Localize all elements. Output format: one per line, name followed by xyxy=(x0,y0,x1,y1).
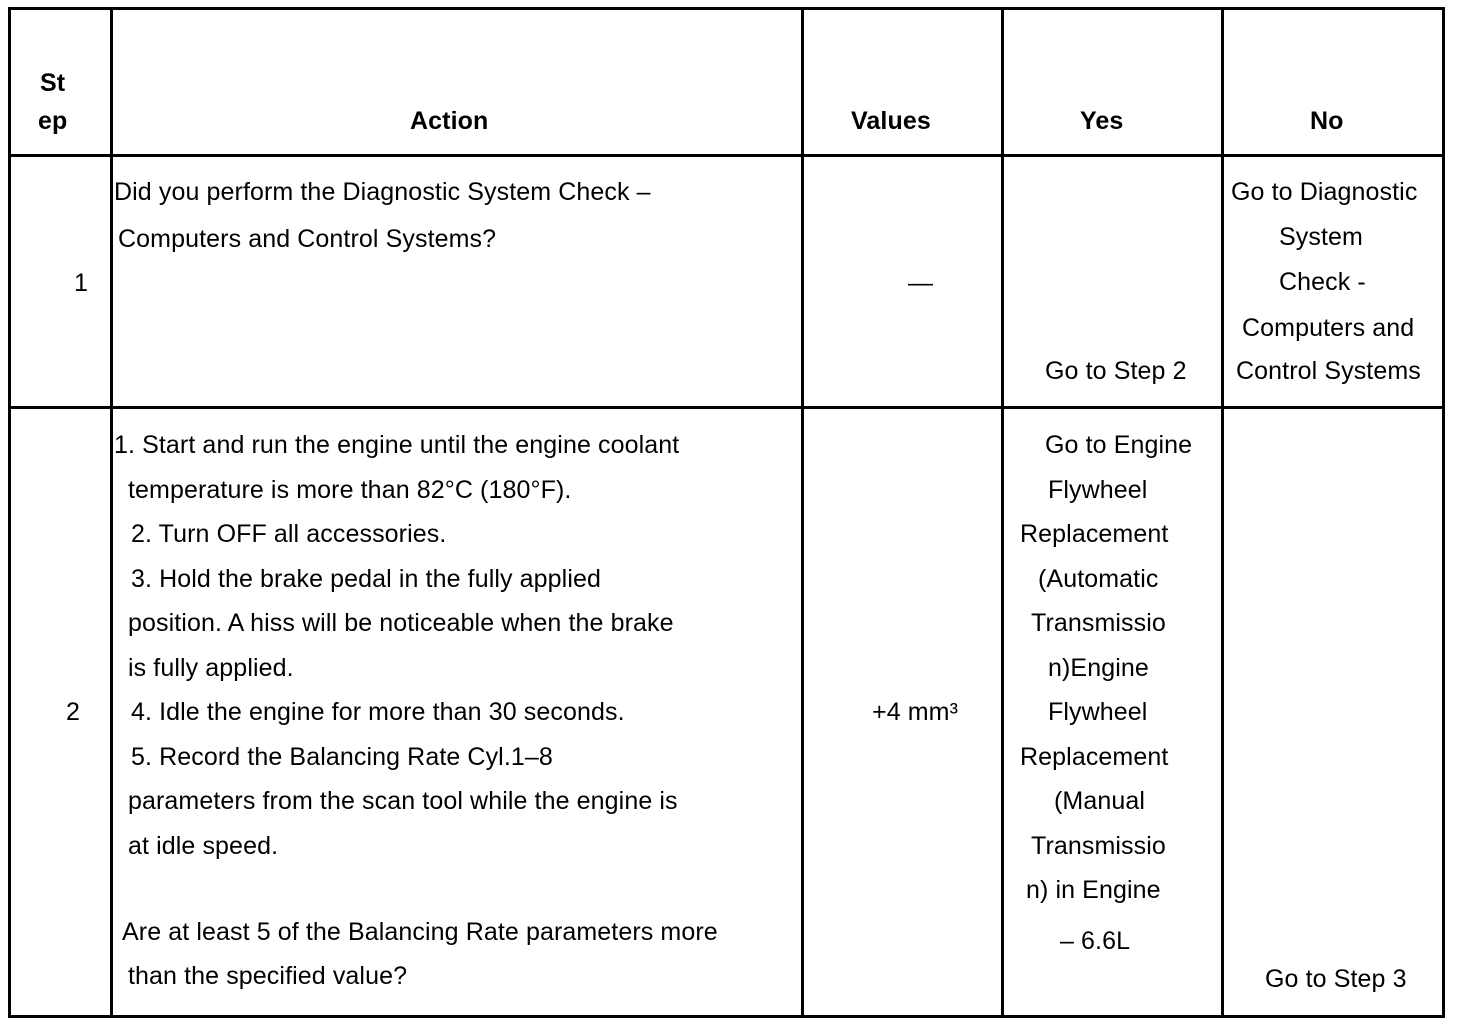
row2-yes-line: Transmissio xyxy=(1031,832,1166,860)
row2-action-line: 4. Idle the engine for more than 30 seconds. xyxy=(131,698,625,726)
row2-yes-line: Flywheel xyxy=(1048,698,1148,726)
row-divider xyxy=(8,406,1445,409)
row2-action-line: Are at least 5 of the Balancing Rate parameters more xyxy=(122,918,718,946)
row1-value: — xyxy=(908,269,934,297)
table-border-right xyxy=(1442,7,1445,1018)
header-step-line1: St xyxy=(40,69,66,97)
row2-yes-line: (Manual xyxy=(1054,787,1146,815)
row2-yes-line: Flywheel xyxy=(1048,476,1148,504)
column-divider-action-values xyxy=(801,7,804,1018)
row1-no-line: Check - xyxy=(1279,268,1366,296)
row1-no-line: Computers and xyxy=(1242,314,1415,342)
row1-no-line: Control Systems xyxy=(1236,357,1421,385)
row1-no-line: Go to Diagnostic xyxy=(1231,178,1418,206)
header-step-line2: ep xyxy=(38,107,68,135)
row2-value: +4 mm³ xyxy=(872,698,959,726)
row2-yes-line: – 6.6L xyxy=(1060,927,1131,955)
row2-no-line: Go to Step 3 xyxy=(1265,965,1407,993)
row2-yes-line: Replacement xyxy=(1020,520,1169,548)
row1-step: 1 xyxy=(74,269,89,297)
column-divider-step-action xyxy=(110,7,113,1018)
row2-step: 2 xyxy=(66,698,81,726)
row2-yes-line: Go to Engine xyxy=(1045,431,1193,459)
row2-action-line: at idle speed. xyxy=(128,832,279,860)
row2-yes-line: (Automatic xyxy=(1038,565,1159,593)
row2-action-line: 2. Turn OFF all accessories. xyxy=(131,520,447,548)
column-divider-values-yes xyxy=(1001,7,1004,1018)
row2-action-line: than the specified value? xyxy=(128,962,408,990)
row2-action-line: 1. Start and run the engine until the engine coolant xyxy=(114,431,680,459)
header-action: Action xyxy=(410,107,489,135)
row2-action-line: 5. Record the Balancing Rate Cyl.1–8 xyxy=(131,743,553,771)
row2-action-line: position. A hiss will be noticeable when the brake xyxy=(128,609,674,637)
row1-no-line: System xyxy=(1279,223,1363,251)
row2-yes-line: n)Engine xyxy=(1048,654,1149,682)
header-yes: Yes xyxy=(1080,107,1124,135)
row2-action-line: parameters from the scan tool while the engine is xyxy=(128,787,678,815)
header-no: No xyxy=(1310,107,1344,135)
row1-action-line: Did you perform the Diagnostic System Check – xyxy=(114,178,651,206)
row2-yes-line: Replacement xyxy=(1020,743,1169,771)
row1-yes-line: Go to Step 2 xyxy=(1045,357,1187,385)
row2-yes-line: n) in Engine xyxy=(1026,876,1161,904)
table-border-bottom xyxy=(8,1015,1445,1018)
header-values: Values xyxy=(851,107,931,135)
column-divider-yes-no xyxy=(1221,7,1224,1018)
row2-yes-line: Transmissio xyxy=(1031,609,1166,637)
header-divider xyxy=(8,154,1445,157)
table-border-left xyxy=(8,7,11,1018)
row1-action-line: Computers and Control Systems? xyxy=(118,225,497,253)
row2-action-line: 3. Hold the brake pedal in the fully applied xyxy=(131,565,601,593)
row2-action-line: temperature is more than 82°C (180°F). xyxy=(128,476,572,504)
table-border-top xyxy=(8,7,1445,10)
row2-action-line: is fully applied. xyxy=(128,654,294,682)
